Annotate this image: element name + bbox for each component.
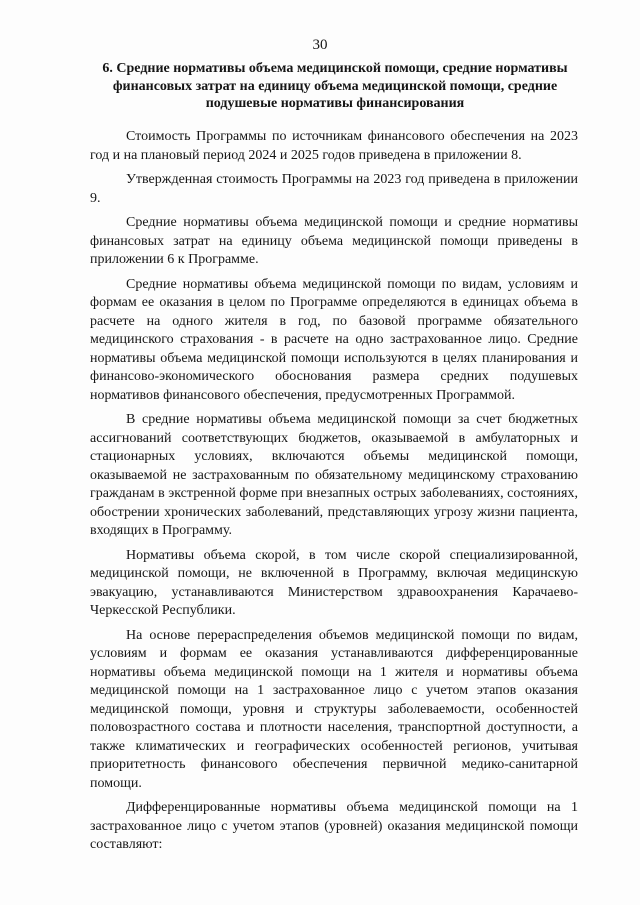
- paragraph: Стоимость Программы по источникам финансового обеспечения на 2023 год и на плановый период 2024 и 2025 годов приведена в приложении 8.: [90, 129, 578, 163]
- paragraph: На основе перераспределения объемов медицинской помощи по видам, условиям и формам ее оказания устанавливаются дифференцированные нормативы объема медицинской помощи на 1 жителя и нормативы объема медицинской помощи на 1 застрахованное лицо с учетом этапов оказания медицинской помощи, уровня и структуры заболеваемости, особенностей половозрастного состава и плотности населения, транспортной доступности, а также климатических и географических особенностей регионов, учитывая приоритетность финансового обеспечения первичной медико-санитарной помощи.: [90, 627, 578, 791]
- paragraph: Средние нормативы объема медицинской помощи и средние нормативы финансовых затрат на единицу объема медицинской помощи приведены в приложении 6 к Программе.: [90, 215, 578, 267]
- page-number: 30: [312, 37, 328, 53]
- section-heading: 6. Средние нормативы объема медицинской помощи, средние нормативы финансовых затрат на единицу объема медицинской помощи, средние подушевые нормативы финансирования: [102, 61, 568, 111]
- paragraph: Средние нормативы объема медицинской помощи по видам, условиям и формам ее оказания в целом по Программе определяются в единицах объема в расчете на одного жителя в год, по базовой программе обязательного медицинского страхования - в расчете на одно застрахованное лицо. Средние нормативы объема медицинской помощи используются в целях планирования и финансово-экономического обоснования размера средних подушевых нормативов финансового обеспечения, предусмотренных Программой.: [90, 276, 578, 403]
- paragraph: Утвержденная стоимость Программы на 2023 год приведена в приложении 9.: [90, 172, 578, 206]
- paragraph: Дифференцированные нормативы объема медицинской помощи на 1 застрахованное лицо с учетом этапов (уровней) оказания медицинской помощи составляют:: [90, 800, 578, 852]
- document-body: [90, 128, 578, 861]
- paragraph: Нормативы объема скорой, в том числе скорой специализированной, медицинской помощи, не включенной в Программу, включая медицинскую эвакуацию, устанавливаются Министерством здравоохранения Карачаево-Черкесской Республики.: [90, 547, 578, 618]
- paragraph: В средние нормативы объема медицинской помощи за счет бюджетных ассигнований соответствующих бюджетов, оказываемой в амбулаторных и стационарных условиях, включаются объемы медицинской помощи, оказываемой не застрахованным по обязательному медицинскому страхованию гражданам в экстренной форме при внезапных острых заболеваниях, состояниях, обострении хронических заболеваний, представляющих угрозу жизни пациента, входящих в Программу.: [90, 412, 578, 538]
